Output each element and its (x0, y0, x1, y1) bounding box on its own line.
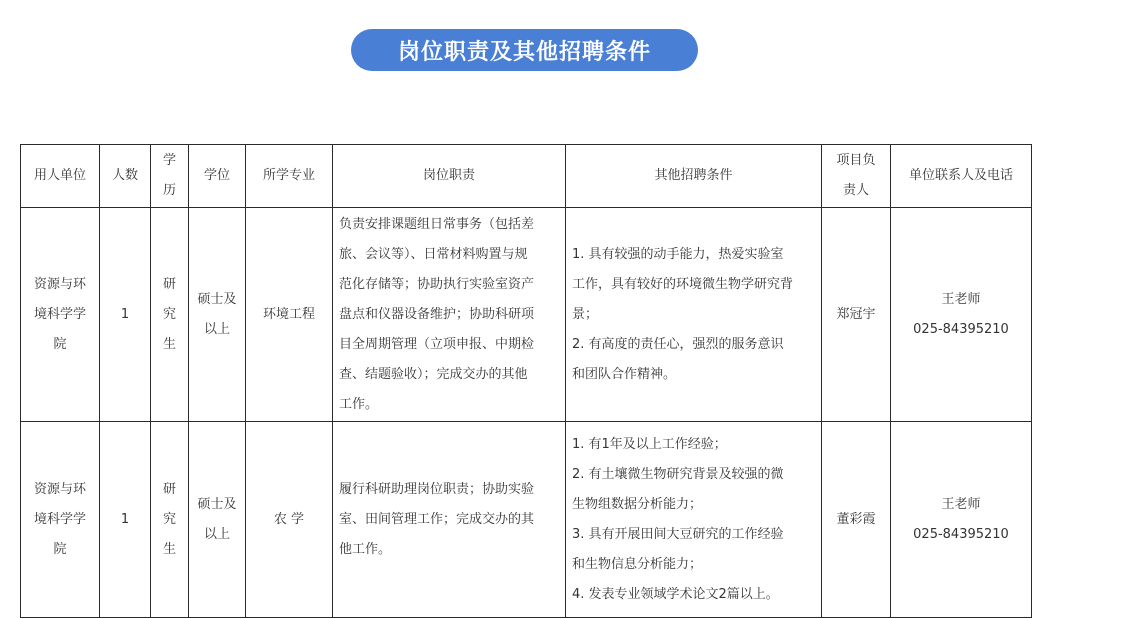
cell-unit: 资源与环 境科学学 院 (21, 208, 100, 422)
header-duties: 岗位职责 (333, 145, 566, 208)
recruitment-table (20, 144, 1032, 618)
cell-major: 农 学 (246, 422, 333, 618)
header-leader: 项目负 责人 (822, 145, 891, 208)
header-unit: 用人单位 (21, 145, 100, 208)
header-major: 所学专业 (246, 145, 333, 208)
header-education: 学 历 (151, 145, 189, 208)
cell-contact (891, 208, 1032, 422)
table-row (21, 422, 1032, 618)
cell-degree: 硕士及 以上 (189, 422, 246, 618)
cell-degree: 硕士及 以上 (189, 208, 246, 422)
contact-name: 王老师 (941, 291, 981, 307)
cell-count: 1 (100, 208, 151, 422)
contact-phone: 025-84395210 (913, 526, 1009, 542)
header-contact: 单位联系人及电话 (891, 145, 1032, 208)
cell-leader: 郑冠宇 (822, 208, 891, 422)
cell-unit: 资源与环 境科学学 院 (21, 422, 100, 618)
table-row (21, 208, 1032, 422)
header-row (21, 145, 1032, 208)
cell-major: 环境工程 (246, 208, 333, 422)
contact-name: 王老师 (941, 496, 981, 512)
cell-education: 研 究 生 (151, 422, 189, 618)
cell-education: 研 究 生 (151, 208, 189, 422)
header-count: 人数 (100, 145, 151, 208)
cell-duties: 履行科研助理岗位职责；协助实验 室、田间管理工作；完成交办的其 他工作。 (333, 422, 566, 618)
header-conditions: 其他招聘条件 (566, 145, 822, 208)
cell-count: 1 (100, 422, 151, 618)
cell-leader: 董彩霞 (822, 422, 891, 618)
cell-duties: 负责安排课题组日常事务（包括差 旅、会议等）、日常材料购置与规 范化存储等；协助执行实验室资产 盘点和仪器设备维护；协助科研项 目全周期管理（立项申报、中期检 查、结题验收）；完成交办的其他 工作。 (333, 208, 566, 422)
cell-conditions: 1. 有1年及以上工作经验； 2. 有土壤微生物研究背景及较强的微 生物组数据分析能力； 3. 具有开展田间大豆研究的工作经验 和生物信息分析能力； 4. 发表专业领域学术论文2篇以上。 (566, 422, 822, 618)
section-title-banner: 岗位职责及其他招聘条件 (351, 29, 698, 71)
cell-contact (891, 422, 1032, 618)
header-degree: 学位 (189, 145, 246, 208)
contact-phone: 025-84395210 (913, 321, 1009, 337)
cell-conditions: 1. 具有较强的动手能力，热爱实验室 工作，具有较好的环境微生物学研究背 景； 2. 有高度的责任心，强烈的服务意识 和团队合作精神。 (566, 208, 822, 422)
